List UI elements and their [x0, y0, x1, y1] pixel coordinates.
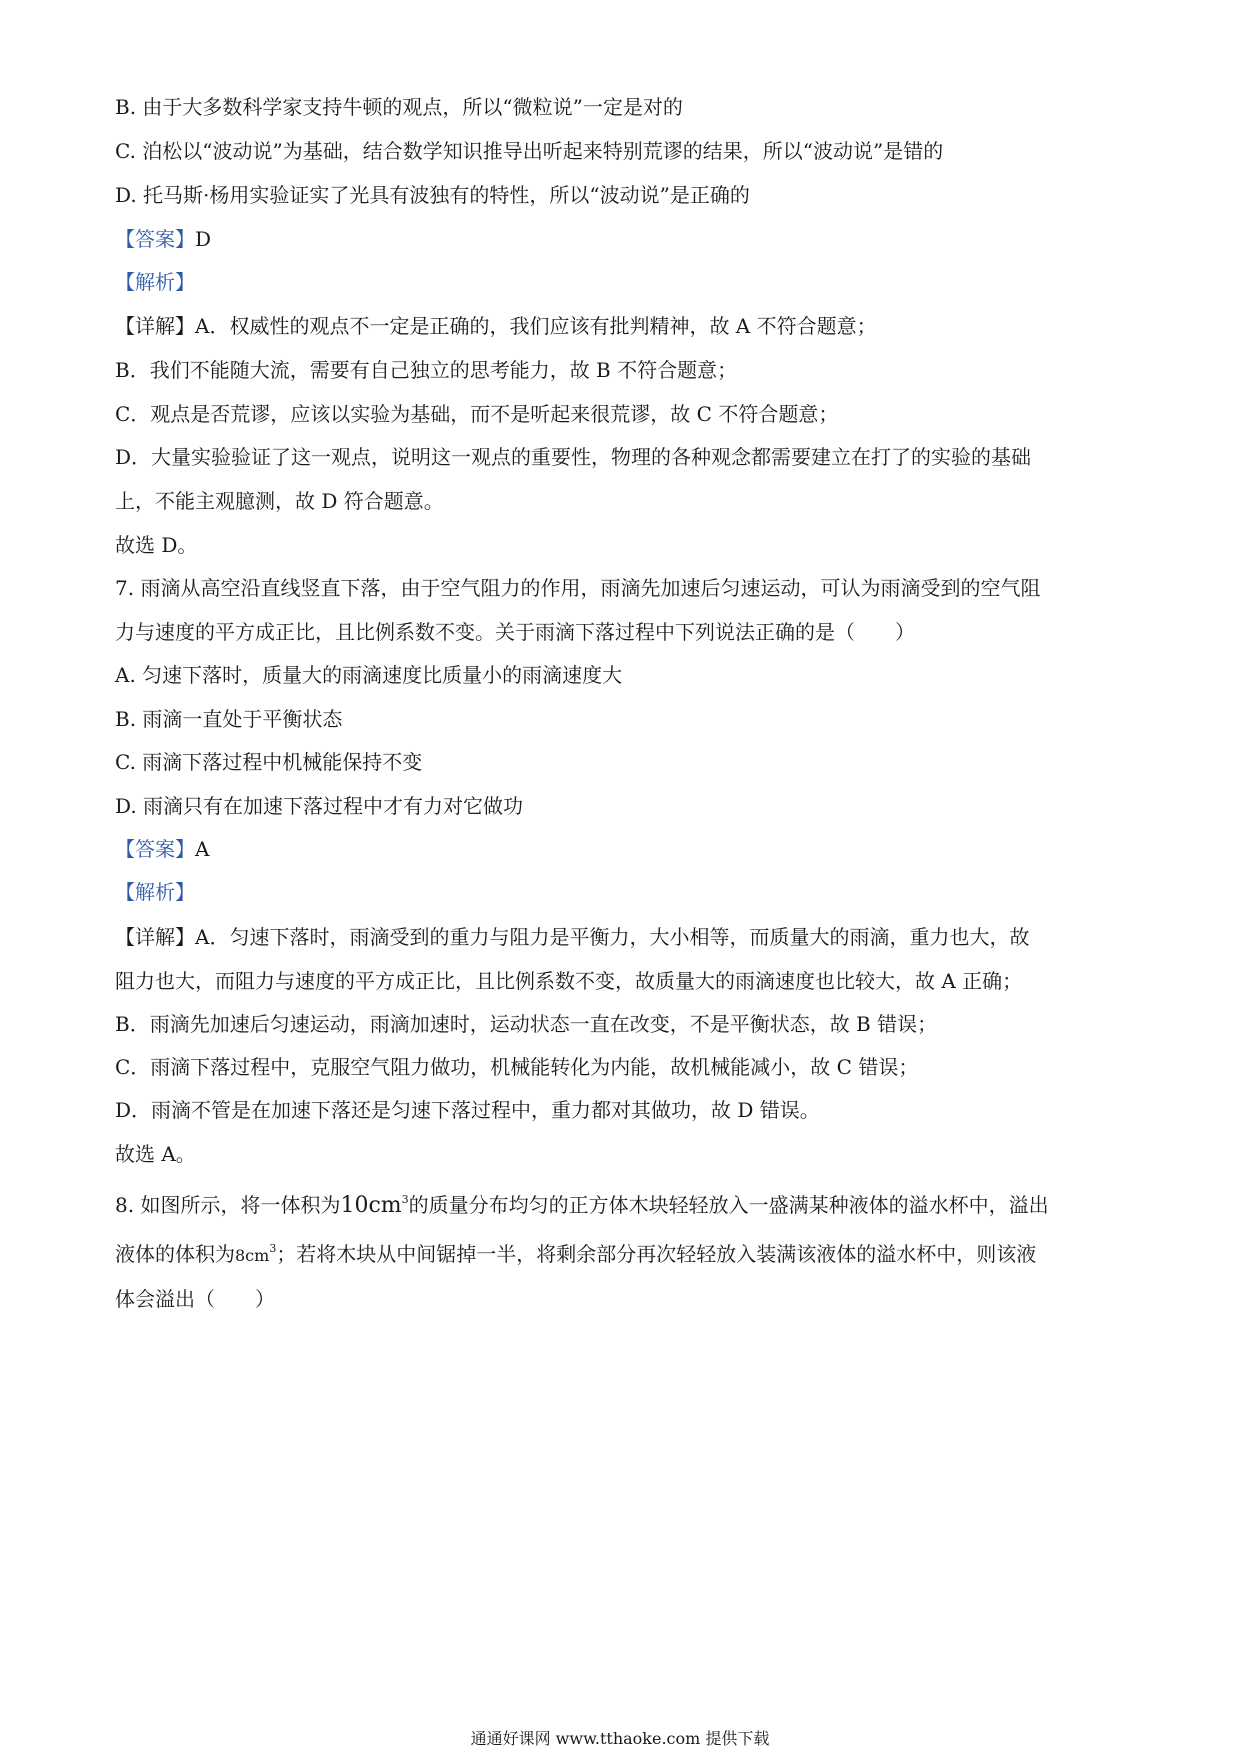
- answer-tag: 【答案】: [115, 227, 195, 251]
- q8-text: 液体的体积为: [115, 1242, 235, 1266]
- q7-detail-a-line1: [115, 923, 1029, 951]
- volume-value: 10cm: [340, 1193, 402, 1218]
- q8-stem-line2: [115, 1240, 1036, 1270]
- q6-conclusion: 故选 D。: [115, 533, 198, 557]
- q7-answer: [115, 835, 209, 863]
- q6-option-c: C. 泊松以“波动说”为基础，结合数学知识推导出听起来特别荒谬的结果，所以“波动说”是错的: [115, 139, 944, 163]
- answer-value: D: [195, 227, 212, 251]
- q7-stem-line2: 力与速度的平方成正比，且比例系数不变。关于雨滴下落过程中下列说法正确的是（ ）: [115, 620, 915, 644]
- q6-option-b: B. 由于大多数科学家支持牛顿的观点，所以“微粒说”一定是对的: [115, 95, 683, 119]
- volume-exponent: 3: [269, 1242, 277, 1255]
- q6-detail-d-line2: 上，不能主观臆测，故 D 符合题意。: [115, 489, 444, 513]
- detail-text: A．权威性的观点不一定是正确的，我们应该有批判精神，故 A 不符合题意；: [195, 314, 877, 338]
- q7-stem-line1: 7. 雨滴从高空沿直线竖直下落，由于空气阻力的作用，雨滴先加速后匀速运动，可认为雨滴受到的空气阻: [115, 576, 1041, 600]
- q7-option-b: B. 雨滴一直处于平衡状态: [115, 707, 343, 731]
- q6-detail-a: [115, 312, 877, 340]
- q7-option-d: D. 雨滴只有在加速下落过程中才有力对它做功: [115, 794, 524, 818]
- answer-value: A: [195, 837, 210, 861]
- q7-analysis-heading: [115, 878, 195, 906]
- q7-detail-d: D．雨滴不管是在加速下落还是匀速下落过程中，重力都对其做功，故 D 错误。: [115, 1098, 820, 1122]
- q6-option-d: D. 托马斯·杨用实验证实了光具有波独有的特性，所以“波动说”是正确的: [115, 183, 750, 207]
- q8-text: 8. 如图所示，将一体积为: [115, 1193, 341, 1217]
- q8-stem-line3: 体会溢出（ ）: [115, 1287, 275, 1311]
- q7-detail-c: C．雨滴下落过程中，克服空气阻力做功，机械能转化为内能，故机械能减小，故 C 错误；: [115, 1055, 919, 1079]
- volume-value: 8cm: [235, 1246, 270, 1265]
- detail-tag: 【详解】: [115, 314, 195, 338]
- q8-text: ；若将木块从中间锯掉一半，将剩余部分再次轻轻放入装满该液体的溢水杯中，则该液: [276, 1242, 1037, 1266]
- detail-tag: 【详解】: [115, 925, 195, 949]
- q8-text: 的质量分布均匀的正方体木块轻轻放入一盛满某种液体的溢水杯中，溢出: [408, 1193, 1049, 1217]
- answer-tag: 【答案】: [115, 837, 195, 861]
- q8-stem-line1: [115, 1191, 1049, 1220]
- q6-detail-b: B．我们不能随大流，需要有自己独立的思考能力，故 B 不符合题意；: [115, 358, 738, 382]
- q7-detail-b: B．雨滴先加速后匀速运动，雨滴加速时，运动状态一直在改变，不是平衡状态，故 B 错误；: [115, 1012, 938, 1036]
- q6-answer: [115, 225, 211, 253]
- analysis-tag: 【解析】: [115, 880, 195, 904]
- q7-conclusion: 故选 A。: [115, 1142, 196, 1166]
- q7-option-a: A. 匀速下落时，质量大的雨滴速度比质量小的雨滴速度大: [115, 663, 623, 687]
- q7-option-c: C. 雨滴下落过程中机械能保持不变: [115, 750, 423, 774]
- q6-detail-c: C．观点是否荒谬，应该以实验为基础，而不是听起来很荒谬，故 C 不符合题意；: [115, 402, 839, 426]
- q6-detail-d-line1: D．大量实验验证了这一观点，说明这一观点的重要性，物理的各种观念都需要建立在打了的实验的基础: [115, 445, 1032, 469]
- volume-exponent: 3: [401, 1193, 409, 1206]
- q7-detail-a-line2: 阻力也大，而阻力与速度的平方成正比，且比例系数不变，故质量大的雨滴速度也比较大，故 A 正确；: [115, 969, 1023, 993]
- q6-analysis-heading: [115, 268, 195, 296]
- analysis-tag: 【解析】: [115, 270, 195, 294]
- detail-text: A．匀速下落时，雨滴受到的重力与阻力是平衡力，大小相等，而质量大的雨滴，重力也大，故: [195, 925, 1030, 949]
- page-footer: 通通好课网 www.tthaoke.com 提供下载: [470, 1729, 770, 1748]
